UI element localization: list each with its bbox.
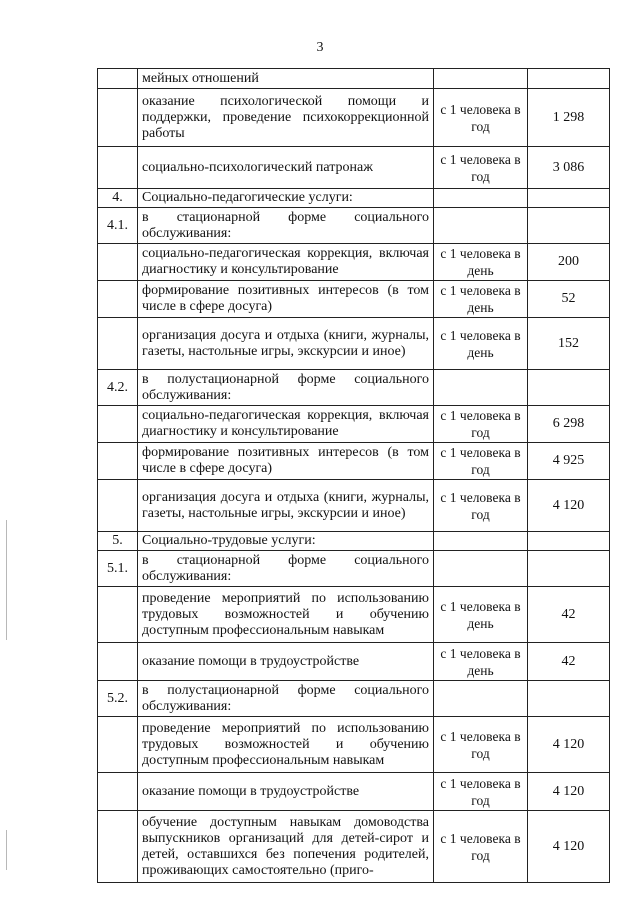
service-unit [434,681,528,717]
service-price: 42 [528,587,610,643]
service-unit [434,370,528,406]
scan-artifact [6,520,7,640]
service-price [528,551,610,587]
table-row [98,69,610,89]
row-number: 5.2. [98,681,138,717]
table-row [98,811,610,883]
table-row [98,244,610,281]
service-name: проведение мероприятий по использованию трудовых возможностей и обучению доступным профессиональным навыкам [138,587,434,643]
service-name: Социально-педагогические услуги: [138,189,434,208]
row-number [98,773,138,811]
table-row [98,147,610,189]
service-price [528,681,610,717]
service-name: в полустационарной форме социального обслуживания: [138,681,434,717]
service-name: Социально-трудовые услуги: [138,532,434,551]
service-unit: с 1 человека в год [434,717,528,773]
row-number [98,811,138,883]
row-number [98,587,138,643]
service-unit: с 1 человека в год [434,147,528,189]
service-unit: с 1 человека в год [434,480,528,532]
service-price [528,208,610,244]
row-number [98,480,138,532]
service-name: оказание помощи в трудоустройстве [138,773,434,811]
table-row [98,189,610,208]
service-price [528,189,610,208]
service-price: 6 298 [528,406,610,443]
service-name: оказание помощи в трудоустройстве [138,643,434,681]
table-row [98,643,610,681]
service-price: 42 [528,643,610,681]
service-name: в стационарной форме социального обслуживания: [138,551,434,587]
row-number [98,318,138,370]
tariff-table-body [98,69,610,883]
service-price: 52 [528,281,610,318]
service-name: социально-педагогическая коррекция, включая диагностику и консультирование [138,244,434,281]
service-name: обучение доступным навыкам домоводства выпускников организаций для детей-сирот и детей, оставшихся без попечения родителей, проживающих самостоятельно (приго- [138,811,434,883]
table-row [98,318,610,370]
service-name: социально-психологический патронаж [138,147,434,189]
service-name: в стационарной форме социального обслуживания: [138,208,434,244]
service-price: 4 120 [528,773,610,811]
service-name: мейных отношений [138,69,434,89]
service-unit: с 1 человека в день [434,643,528,681]
service-price: 200 [528,244,610,281]
service-unit: с 1 человека в день [434,281,528,318]
table-row [98,773,610,811]
row-number: 5. [98,532,138,551]
service-unit [434,189,528,208]
row-number [98,643,138,681]
service-name: организация досуга и отдыха (книги, журналы, газеты, настольные игры, экскурсии и иное) [138,318,434,370]
service-name: в полустационарной форме социального обслуживания: [138,370,434,406]
tariff-table [97,68,610,883]
table-row [98,717,610,773]
table-row [98,443,610,480]
service-price [528,69,610,89]
service-name: оказание психологической помощи и поддержки, проведение психокоррекционной работы [138,89,434,147]
service-unit: с 1 человека в год [434,443,528,480]
service-price: 3 086 [528,147,610,189]
service-unit: с 1 человека в год [434,811,528,883]
table-row [98,587,610,643]
service-unit: с 1 человека в год [434,89,528,147]
service-name: формирование позитивных интересов (в том числе в сфере досуга) [138,281,434,318]
service-unit: с 1 человека в год [434,773,528,811]
table-row [98,551,610,587]
service-unit [434,551,528,587]
service-name: формирование позитивных интересов (в том числе в сфере досуга) [138,443,434,480]
service-price: 1 298 [528,89,610,147]
row-number [98,443,138,480]
service-price: 4 120 [528,811,610,883]
row-number [98,281,138,318]
page-number: 3 [316,40,324,55]
service-unit: с 1 человека в год [434,406,528,443]
service-unit: с 1 человека в день [434,318,528,370]
service-unit: с 1 человека в день [434,244,528,281]
service-name: проведение мероприятий по использованию трудовых возможностей и обучению доступным профессиональным навыкам [138,717,434,773]
row-number: 4. [98,189,138,208]
table-row [98,89,610,147]
table-row [98,532,610,551]
row-number: 5.1. [98,551,138,587]
service-price [528,532,610,551]
table-row [98,406,610,443]
row-number [98,244,138,281]
table-row [98,281,610,318]
table-row [98,480,610,532]
row-number [98,89,138,147]
service-unit: с 1 человека в день [434,587,528,643]
service-unit [434,208,528,244]
scan-artifact [6,830,7,870]
row-number [98,147,138,189]
table-row [98,681,610,717]
service-price: 4 925 [528,443,610,480]
service-unit [434,532,528,551]
service-unit [434,69,528,89]
row-number [98,717,138,773]
service-price: 4 120 [528,480,610,532]
table-row [98,370,610,406]
service-price: 152 [528,318,610,370]
table-row [98,208,610,244]
service-name: организация досуга и отдыха (книги, журналы, газеты, настольные игры, экскурсии и иное) [138,480,434,532]
row-number [98,406,138,443]
row-number: 4.2. [98,370,138,406]
service-price [528,370,610,406]
row-number: 4.1. [98,208,138,244]
row-number [98,69,138,89]
service-price: 4 120 [528,717,610,773]
service-name: социально-педагогическая коррекция, включая диагностику и консультирование [138,406,434,443]
